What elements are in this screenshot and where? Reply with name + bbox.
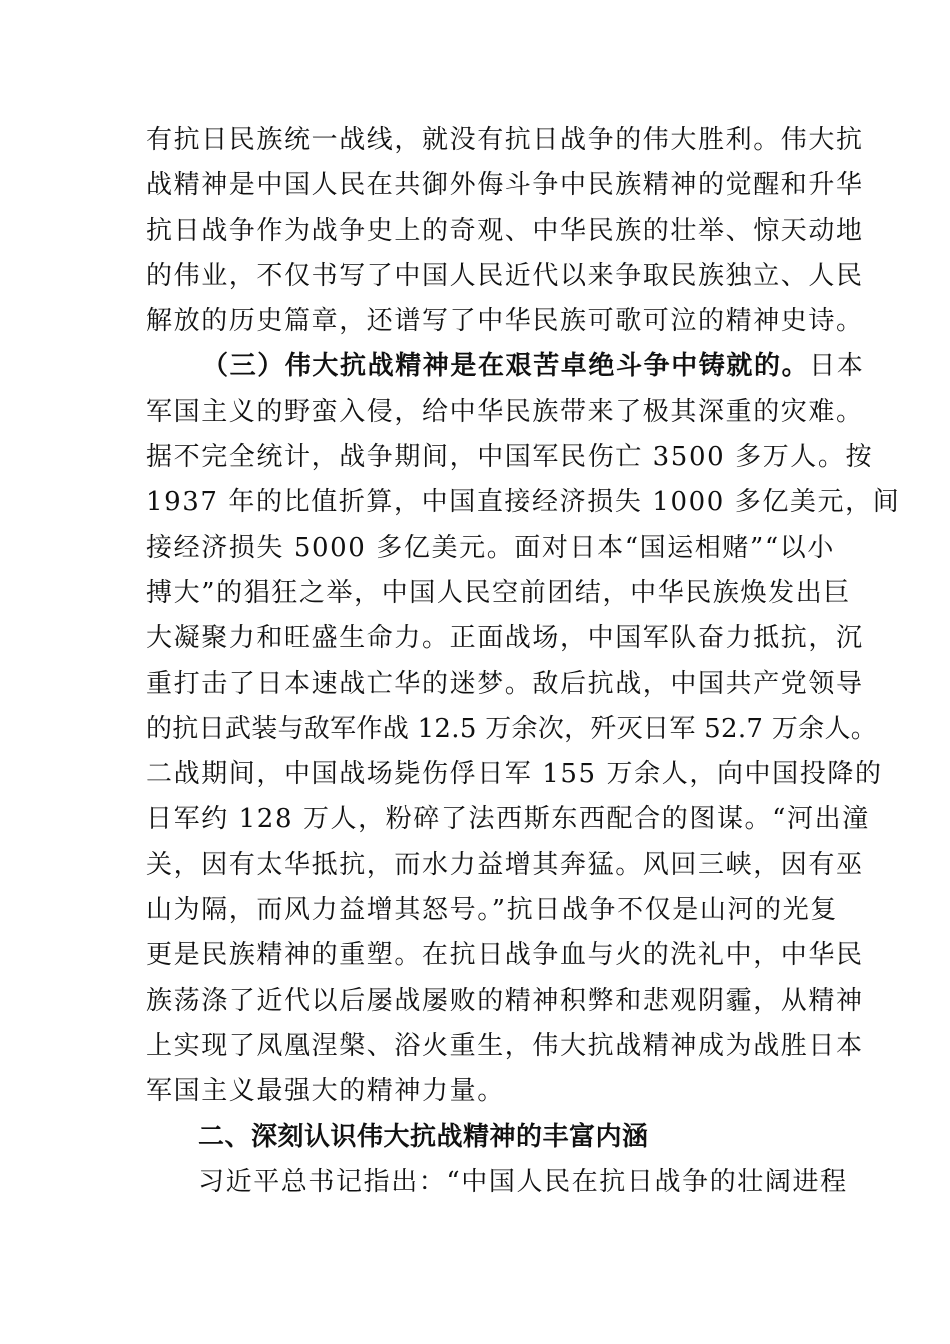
text-line: 搏大”的猖狂之举，中国人民空前团结，中华民族焕发出巨: [146, 577, 851, 608]
text-line: 接经济损失 5000 多亿美元。面对日本“国运相赌”“以小: [146, 532, 835, 563]
text-line: 军国主义的野蛮入侵，给中华民族带来了极其深重的灾难。: [146, 396, 864, 427]
section-two-heading: 二、深刻认识伟大抗战精神的丰富内涵: [198, 1121, 649, 1152]
text-line: 关，因有太华抵抗，而水力益增其奔猛。风回三峡，因有巫: [146, 849, 864, 880]
text-line: 军国主义最强大的精神力量。: [146, 1076, 505, 1107]
document-body: [146, 118, 901, 1205]
section-three-heading: （三）伟大抗战精神是在艰苦卓绝斗争中铸就的。: [202, 351, 810, 382]
text-line: 抗日战争作为战争史上的奇观、中华民族的壮举、惊天动地: [146, 215, 864, 246]
section-three-first-line-rest: 日本: [809, 351, 865, 382]
text-line: 解放的历史篇章，还谱写了中华民族可歌可泣的精神史诗。: [146, 306, 864, 337]
text-line: 山为隔，而风力益增其怒号。”抗日战争不仅是山河的光复: [146, 895, 838, 926]
text-line: 更是民族精神的重塑。在抗日战争血与火的洗礼中，中华民: [146, 940, 864, 971]
text-line: 习近平总书记指出：“中国人民在抗日战争的壮阔进程: [198, 1166, 848, 1197]
text-line: 的抗日武装与敌军作战 12.5 万余次，歼灭日军 52.7 万余人。: [146, 713, 878, 744]
text-line: 大凝聚力和旺盛生命力。正面战场，中国军队奋力抵抗，沉: [146, 623, 864, 654]
text-line: 重打击了日本速战亡华的迷梦。敌后抗战，中国共产党领导: [146, 668, 864, 699]
text-line: 有抗日民族统一战线，就没有抗日战争的伟大胜利。伟大抗: [146, 125, 864, 155]
text-line: 战精神是中国人民在共御外侮斗争中民族精神的觉醒和升华: [146, 170, 864, 201]
section-three-first-line: [146, 344, 865, 389]
text-line: 日军约 128 万人，粉碎了法西斯东西配合的图谋。“河出潼: [146, 804, 870, 835]
text-line: 1937 年的比值折算，中国直接经济损失 1000 多亿美元，间: [146, 487, 901, 518]
text-line: 的伟业，不仅书写了中国人民近代以来争取民族独立、人民: [146, 260, 864, 291]
text-line: 二战期间，中国战场毙伤俘日军 155 万余人，向中国投降的: [146, 759, 883, 790]
text-line: 据不完全统计，战争期间，中国军民伤亡 3500 多万人。按: [146, 442, 874, 473]
text-line: 上实现了凤凰涅槃、浴火重生，伟大抗战精神成为战胜日本: [146, 1030, 864, 1061]
text-line: 族荡涤了近代以后屡战屡败的精神积弊和悲观阴霾，从精神: [146, 985, 864, 1016]
